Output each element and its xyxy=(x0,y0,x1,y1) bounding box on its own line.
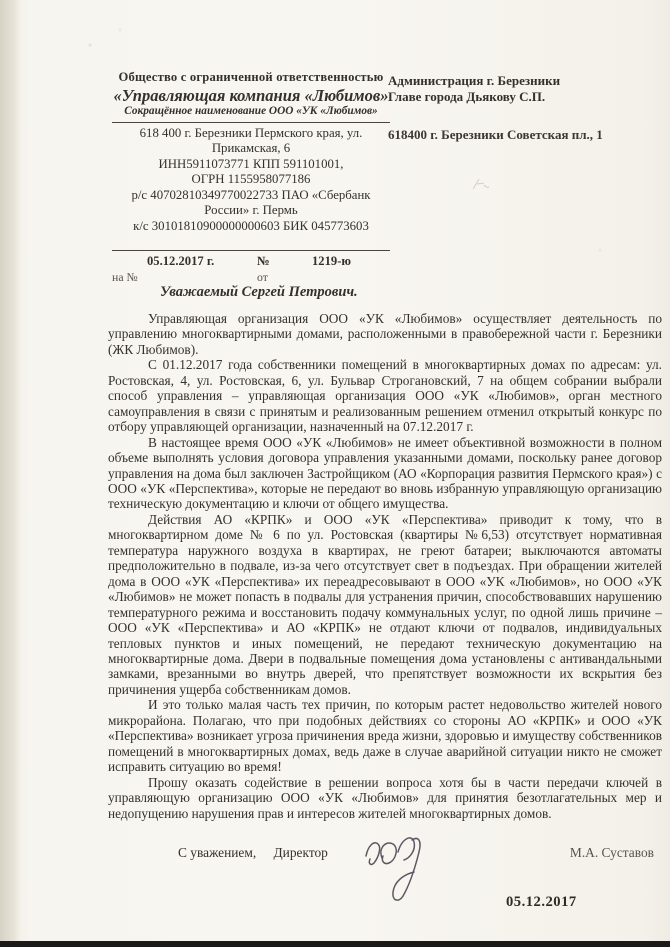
handwritten-signature xyxy=(352,822,448,910)
closing-respectfully: С уважением, xyxy=(178,845,257,860)
sender-address-line: Прикамская, 6 xyxy=(211,141,291,156)
sender-address-line: России» г. Пермь xyxy=(204,203,298,218)
outgoing-reference-row xyxy=(112,254,390,270)
signer-title: Директор xyxy=(273,845,328,860)
incoming-number-label: на № xyxy=(112,270,138,285)
closing-left xyxy=(178,845,328,861)
recipient-block xyxy=(388,73,660,143)
outgoing-number: 1219-ю xyxy=(312,253,352,268)
sender-address-line: к/с 30101810900000000603 БИК 045773603 xyxy=(133,219,369,234)
paragraph: Управляющая организация ООО «УК «Любимов» осуществляет деятельность по управлению многоквартирными домами, расположенными в правобережной части г. Березники (ЖК Любимов). xyxy=(108,311,662,357)
scan-left-edge xyxy=(0,0,20,947)
sender-address-line: ИНН5911073771 КПП 591101001, xyxy=(158,156,344,171)
sender-address-line: ОГРН 1155958077186 xyxy=(191,172,311,187)
paragraph: С 01.12.2017 года собственники помещений в многоквартирных домах по адресам: ул. Ростовская, 4, ул. Ростовская, 6, ул. Бульвар Строгановский, 7 на общем собрании выбрали способ управления – управляющая организация ООО «УК «Любимов», орган местного самоуправления в связи с принятым и реализованным решением отменил открытый конкурс по отбору управляющей организации, назначенный на 07.12.2017 г. xyxy=(108,357,662,435)
recipient-person: Главе города Дьякову С.П. xyxy=(388,89,546,104)
paragraph: В настоящее время ООО «УК «Любимов» не имеет объективной возможности в полном объеме выполнять условия договора управления указанными домами, поскольку ранее договор управления на дома был заключен Застройщиком (АО «Корпорация развития Пермского края») с ООО «УК «Перспектива», которые не передают во вновь избранную управляющую организацию техническую документацию и ключи от общего имущества. xyxy=(108,434,662,512)
number-sign: № xyxy=(257,253,270,268)
paragraph: Действия АО «КРПК» и ООО «УК «Перспектива» приводит к тому, что в многоквартирном доме № 6 по ул. Ростовская (квартиры №6,53) отсутствует нормативная температура наружного воздуха в квартирах, не греют батареи; выключаются автоматы предположительно в подвале, из-за чего отсутствует свет в подъездах. При обращении жителей дома в ООО «УК «Перспектива» их переадресовывают в ООО «УК «Любимов», но ООО «УК «Любимов» не может попасть в подвалы для устранения причин, способствовавших нарушению температурного режима и восстановить подачу коммунальных услуг, по одной лишь причине – ООО «УК «Перспектива» и АО «КРПК» не отдают ключи от подвалов, индивидуальных тепловых пунктов и иных помещений, не передают техническую документацию на многоквартирные дома. Двери в подвальные помещения дома установлены с антивандальными замками, врезанными во внутрь дверей, что препятствует возможности их вскрытия без причинения ущерба собственникам домов. xyxy=(108,511,662,697)
bottom-date: 05.12.2017 xyxy=(506,894,577,910)
paragraph: И это только малая часть тех причин, по которым растет недовольство жителей нового микрорайона. Полагаю, что при подобных действиях со стороны АО «КРПК» и ООО «УК «Перспектива» возникает угроза причинения вреда жизни, здоровью и имуществу собственников помещений в многоквартирных домах, ведь даже в случае аварийной ситуации никто не сможет исправить ситуацию во время! xyxy=(108,697,662,775)
reference-block xyxy=(112,250,390,286)
sender-org-type: Общество с ограниченной ответственностью xyxy=(118,70,384,84)
signer-name: М.А. Суставов xyxy=(569,845,654,860)
sender-address-line: 618 400 г. Березники Пермского края, ул. xyxy=(139,125,363,140)
incoming-from-label: от xyxy=(257,270,268,285)
recipient-org: Администрация г. Березники xyxy=(388,73,561,88)
recipient-address: 618400 г. Березники Советская пл., 1 xyxy=(388,127,603,142)
outgoing-date: 05.12.2017 г. xyxy=(147,253,215,268)
paragraph: Прошу оказать содействие в решении вопроса хотя бы в части передачи ключей в управляющую организацию ООО «УК «Любимов» для принятия безотлагательных мер и недопущению нарушения прав и интересов жителей многоквартирных домов. xyxy=(108,774,662,821)
letter-body xyxy=(108,311,662,821)
scan-bottom-edge xyxy=(0,941,670,947)
sender-address-block xyxy=(112,126,390,235)
faint-pencil-mark xyxy=(470,176,492,194)
sender-address-line: р/с 40702810349770022733 ПАО «Сбербанк xyxy=(131,187,371,202)
sender-short-name: Сокращённое наименование ООО «УК «Любимов» xyxy=(112,104,390,123)
sender-letterhead xyxy=(112,70,390,286)
sender-org-name: «Управляющая компания «Любимов» xyxy=(113,85,389,105)
salutation: Уважаемый Сергей Петрович. xyxy=(160,284,358,300)
